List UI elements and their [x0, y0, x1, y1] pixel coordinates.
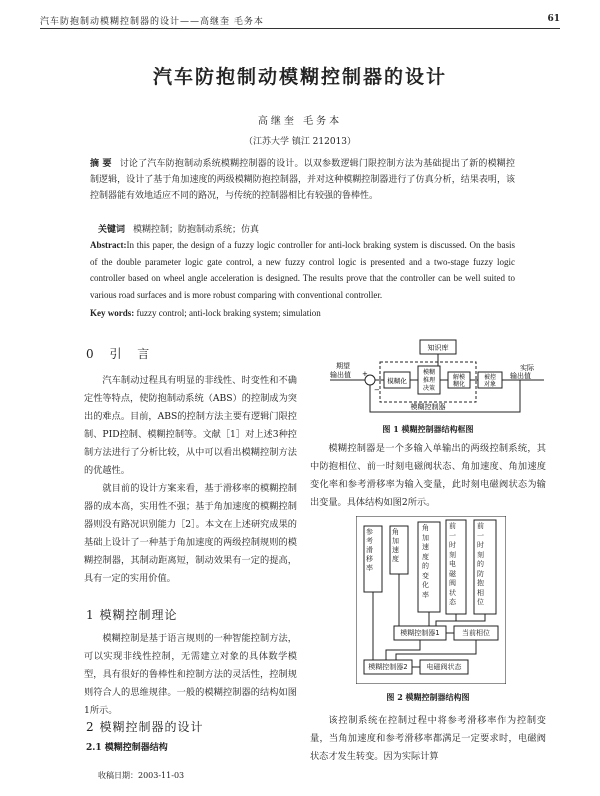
abstract-en: [90, 237, 515, 303]
fig2-input-prev-valve: 前一时刻电磁阀状态: [449, 522, 456, 606]
fig2-input-accel: 角加速度: [392, 528, 399, 563]
fuzzify-label: 模糊化: [387, 377, 407, 385]
plant-label-1: 被控: [483, 374, 497, 381]
keywords-en: [90, 308, 515, 318]
section-1-para: 模糊控制是基于语言规则的一种智能控制方法，可以实现非线性控制，无需建立对象的具体数学模型，具有很好的鲁棒性和控制方法的灵活性，控制规则符合人的思维规律。一般的模糊控制器的结构如图1所示。: [84, 633, 297, 716]
plant-label-2: 对象: [483, 381, 497, 388]
abstract-cn-label: 摘 要: [90, 159, 112, 169]
section-1-heading: 1 模糊控制理论: [86, 608, 178, 622]
keywords-en-text: fuzzy control; anti-lock braking system; simulation: [136, 308, 321, 318]
paper-title: 汽车防抱制动模糊控制器的设计: [152, 66, 447, 88]
knowledge-base-label: 知识库: [427, 344, 449, 352]
fig2-controller-1: 模糊控制器1: [400, 629, 440, 637]
affiliation: （江苏大学 镇江 212013）: [243, 137, 357, 147]
abstract-en-label: Abstract:: [90, 240, 127, 250]
abstract-en-text: In this paper, the design of a fuzzy logic controller for anti-lock braking system is discussed. On the basis of the double parameter logic gate control, a new fuzzy control logic is presented and a two-stage fuzzy logic controller based on wheel angle acceleration is designed. The results prove that the controller can be well suited to various road surfaces and is more robust comparing with conventional controller.: [90, 240, 515, 300]
section-0-heading: 0 引 言: [86, 347, 156, 361]
right-para-2: 该控制系统在控制过程中将参考滑移率作为控制变量，当角加速度和参考滑移率都满足一定要求时，电磁阀状态才发生转变。因为实际计算: [310, 715, 546, 762]
input-label-2: 输出值: [330, 371, 351, 379]
inference-label-2: 推理: [422, 377, 436, 384]
keywords-cn: [98, 222, 518, 235]
keywords-cn-label: 关键词: [98, 225, 126, 235]
output-label-2: 输出值: [510, 372, 531, 380]
defuzzify-label-1: 解模: [452, 374, 466, 381]
fig2-input-accel-rate: 角加速度的变化率: [422, 524, 429, 599]
page-number: 61: [547, 14, 560, 24]
section-2-1-heading: 2.1 模糊控制器结构: [86, 743, 168, 753]
input-label-1: 期望: [336, 362, 350, 370]
fig2-current-phase: 当前相位: [462, 629, 490, 637]
fig2-valve-state: 电磁阀状态: [426, 663, 462, 671]
footnote: 收稿日期：2003-11-03: [98, 771, 185, 780]
page-header: [40, 14, 560, 29]
sum-minus: −: [374, 386, 380, 394]
fig2-input-ref-slip: 参考滑移率: [366, 528, 373, 572]
defuzzify-label-2: 糊化: [452, 381, 466, 388]
figure-1-diagram: [330, 338, 546, 418]
fig2-controller-2: 模糊控制器2: [368, 663, 408, 671]
section-0-para-1: 汽车制动过程具有明显的非线性、时变性和不确定性等特点，使防抱制动系统（ABS）的控制成为突出的难点。目前，ABS的控制方法主要有逻辑门限控制、PID控制、模糊控制等。文献［1］对上述3种控制方法进行了分析比较，从中可以看出模糊控制方法的优越性。: [84, 375, 297, 476]
output-label-1: 实际: [520, 364, 534, 372]
right-para-1: 模糊控制器是一个多输入单输出的两级控制系统，其中防抱相位、前一时刻电磁阀状态、角加速度、角加速度变化率和参考滑移率为输入变量，此时刻电磁阀状态为输出变量。具体结构如图2所示。: [310, 443, 546, 508]
controller-label: 模糊控制器: [410, 403, 446, 411]
inference-label-1: 模糊: [422, 369, 436, 376]
running-title: 汽车防抱制动模糊控制器的设计——高继奎 毛务本: [40, 17, 264, 27]
figure-2-caption: 图 2 模糊控制器结构图: [386, 692, 470, 702]
sum-plus: +: [362, 370, 368, 378]
abstract-cn-text: 讨论了汽车防抱制动系统模糊控制器的设计。以双参数逻辑门限控制方法为基础提出了新的模糊控制逻辑，设计了基于角加速度的两级模糊防抱控制器，并对这种模糊控制器进行了仿真分析，结果表明，该控制器能有效地适应不同的路况，与传统的控制器相比有较强的鲁棒性。: [90, 159, 515, 201]
section-0-para-2: 就目前的设计方案来看，基于滑移率的模糊控制器的成本高，实用性不强；基于角加速度的模糊控制器则没有路况识别能力［2］。本文在上述研究成果的基础上设计了一种基于角加速度的两级控制规则的模糊控制器，其制动距离短，制动效果有一定的提高，具有一定的实用价值。: [84, 483, 297, 584]
authors: 高继奎 毛务本: [257, 116, 343, 127]
inference-label-3: 决策: [422, 385, 436, 392]
keywords-en-label: Key words:: [90, 308, 135, 318]
section-2-heading: 2 模糊控制器的设计: [86, 720, 204, 734]
figure-1-caption: 图 1 模糊控制器结构框图: [382, 424, 474, 434]
fig2-input-prev-phase: 前一时刻的防抱相位: [477, 522, 484, 606]
abstract-cn: [90, 156, 515, 204]
keywords-cn-text: 模糊控制；防抱制动系统；仿真: [133, 225, 260, 235]
